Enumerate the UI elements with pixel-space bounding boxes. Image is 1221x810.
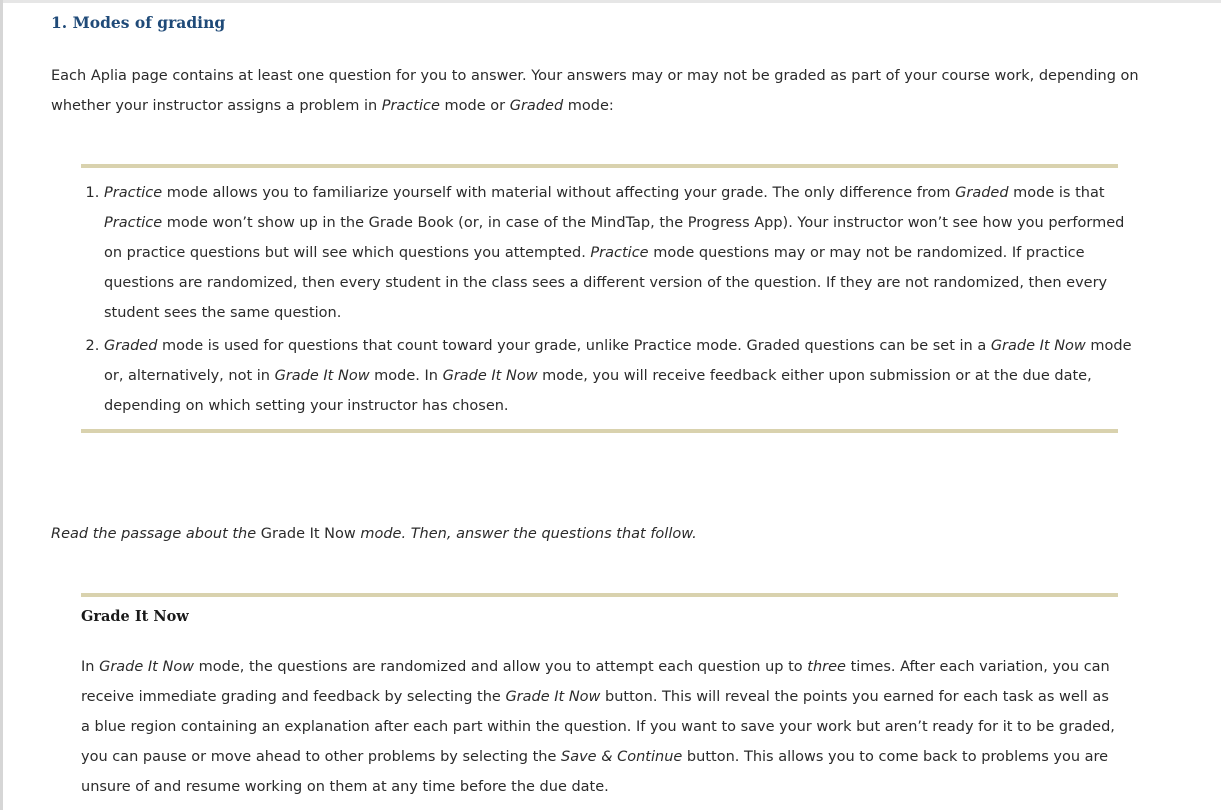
intro-practice-term: Practice xyxy=(381,98,440,114)
modes-list xyxy=(81,178,1144,424)
section-heading: 1. Modes of grading xyxy=(51,13,226,32)
passage-title: Grade It Now xyxy=(81,608,189,625)
passage-top-rule xyxy=(81,593,1118,597)
left-border xyxy=(0,0,3,810)
intro-paragraph xyxy=(51,61,1191,121)
intro-graded-term: Graded xyxy=(509,98,564,114)
passage-text: In Grade It Now mode, the questions are randomized and allow you to attempt each question up to three times. After each variation, you can receive immediate grading and feedback by selecting the Grade It Now button. This will reveal the points you earned for each task as well as a blue region containing an explanation after each part within the question. If you want to save your work but aren’t ready for it to be graded, you can pause or move ahead to other problems by selecting the Save & Continue button. This allows you to come back to problems you are unsure of and resume working on them at any time before the due date. xyxy=(81,659,1115,795)
graded-mode-item: 2. Graded mode is used for questions that count toward your grade, unlike Practice mode. Graded questions can be set in a Grade It Now mode or, alternatively, not in Grade It Now mode. In Grade It Now mode, you will receive feedback either upon submission or at the due date, depending on which setting your instructor has chosen. xyxy=(104,331,1144,421)
modes-top-rule xyxy=(81,164,1118,168)
intro-text: Each Aplia page contains at least one question for you to answer. Your answers may or may not be graded as part of your course work, depending on whether your instructor assigns a problem in xyxy=(51,68,1139,114)
intro-text: mode: xyxy=(563,98,614,114)
modes-bottom-rule xyxy=(81,429,1118,433)
intro-text: mode or xyxy=(439,98,510,114)
instruction-text: Read the passage about the Grade It Now mode. Then, answer the questions that follow. xyxy=(51,526,697,542)
top-border xyxy=(0,0,1221,3)
practice-mode-item: 1. Practice mode allows you to familiarize yourself with material without affecting your grade. The only difference from Graded mode is that Practice mode won’t show up in the Grade Book (or, in case of the MindTap, the Progress App). Your instructor won’t see how you performed on practice questions but will see which questions you attempted. Practice mode questions may or may not be randomized. If practice questions are randomized, then every student in the class sees a different version of the question. If they are not randomized, then every student sees the same question. xyxy=(104,178,1144,328)
